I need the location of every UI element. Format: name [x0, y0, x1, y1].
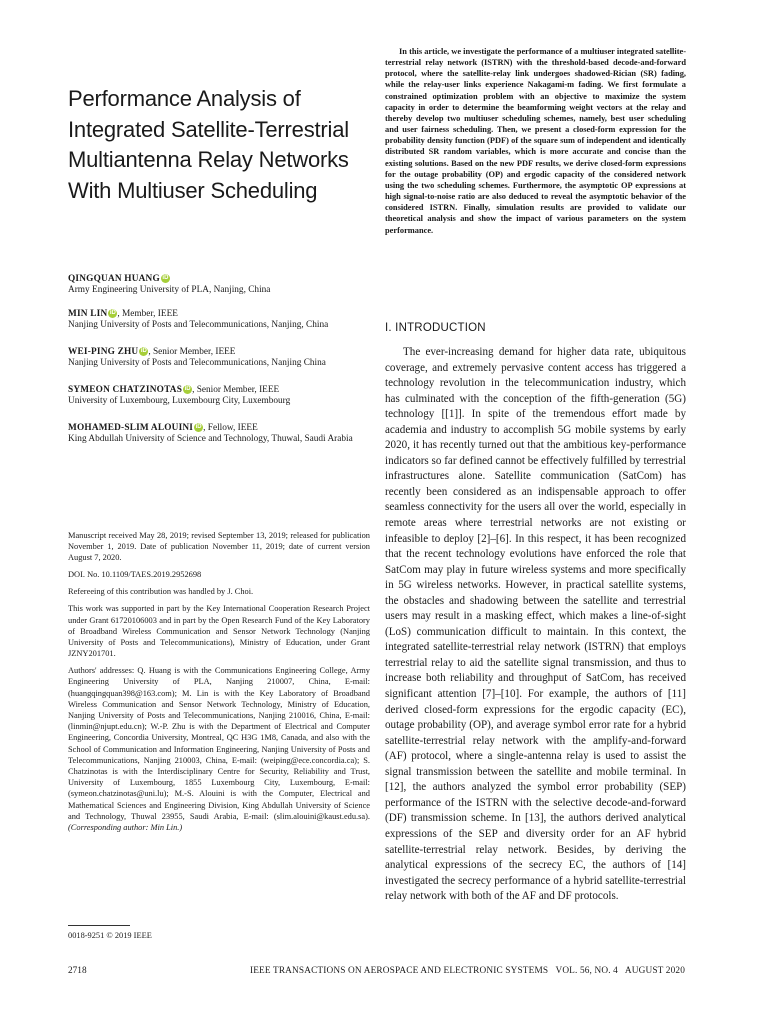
author-block [68, 347, 378, 370]
author-name: QINGQUAN HUANG [68, 274, 160, 284]
author-block [68, 309, 378, 332]
section-heading: I. INTRODUCTION [385, 322, 486, 334]
orcid-icon[interactable]: iD [184, 386, 191, 392]
author-block [68, 274, 378, 297]
funding-note: This work was supported in part by the Key International Cooperation Research Project under Grant 61720106003 and in part by the Open Research Fund of the Key Laboratory of Broadband Wireless Communication and Sensor Network Technology (Nanjing University of Posts and Telecommunications), Ministry of Education, under Grant JZNY201701. [68, 604, 370, 659]
addresses-note [68, 665, 370, 833]
manuscript-note: Manuscript received May 28, 2019; revised September 13, 2019; released for publication November 1, 2019. Date of publication November 11, 2019; date of current version August 7, 2020. [68, 531, 370, 563]
doi-note[interactable]: DOI. No. 10.1109/TAES.2019.2952698 [68, 570, 202, 580]
orcid-icon[interactable]: iD [140, 348, 147, 354]
author-name: WEI-PING ZHU [68, 347, 139, 357]
author-name: MIN LIN [68, 309, 108, 319]
corresponding-author: (Corresponding author: Min Lin.) [68, 823, 183, 833]
introduction-body: The ever-increasing demand for higher data rate, ubiquitous coverage, and extremely pervasive content access has triggered a technology revolution in the telecommunication industry, which has culminated with the conception of the fifth-generation (5G) technology [[1]]. In spite of the tremendous effort made by academia and industry to accomplish 5G mobile systems by early 2020, it has recently turned out that the ambitious key-performance indicators so far defined cannot be effectively fulfilled by terrestrial infrastructures alone. Satellite communication (SatCom) has recently been considered as an indispensable approach to offer seamless connectivity for the users all over the world, especially in remote areas where terrestrial networks are not existing or infeasible to deploy [2]–[6]. In this respect, it has been recognized that the recent technology evolutions have enforced the role that SatCom may play in future wireless systems and more specifically in 5G wireless networks. However, in practical satellite systems, the obstacles and shadowing between the satellite and terrestrial users may result in a masking effect, which makes a line-of-sight (LoS) communication difficult to maintain. In this context, the integrated satellite-terrestrial relay network (ISTRN) that employs terrestrial relay to aid the satellite signal transmission, and thus to increase both reliability and throughput of SatCom, has received significant attention [7]–[10]. For example, the authors of [11] derived closed-form expressions for the ergodic capacity (EC), outage probability (OP), and average symbol error rate for a hybrid satellite-terrestrial relay network with the amplify-and-forward (AF) protocol, where a single-antenna relay is used to assist the signal transmission between the satellite and mobile terminal. In [12], the authors analyzed the symbol error probability (SEP) performance of the ISTRN with the selective decode-and-forward (DF) transmission scheme. In [13], the authors derived analytical expressions of the SEP and diversity order for an AF hybrid satellite-terrestrial relay network. Besides, by deriving the analytical expressions of the secrecy EC, the authors of [14] investigated the secrecy performance of a hybrid satellite-terrestrial relay network with both of the AF and DF protocols. [385, 346, 686, 903]
author-grade: , Member, IEEE [117, 309, 178, 319]
author-affiliation: King Abdullah University of Science and Technology, Thuwal, Saudi Arabia [68, 434, 353, 445]
author-grade: , Fellow, IEEE [203, 423, 258, 433]
paper-title: Performance Analysis of Integrated Satellite-Terrestrial Multiantenna Relay Networks With Multiuser Scheduling [68, 86, 349, 203]
orcid-icon[interactable]: iD [109, 310, 116, 316]
author-affiliation: Nanjing University of Posts and Telecommunications, Nanjing, China [68, 320, 329, 331]
author-affiliation: Nanjing University of Posts and Telecommunications, Nanjing China [68, 358, 326, 369]
page-number: 2718 [68, 966, 87, 976]
addresses-text: Authors' addresses: Q. Huang is with the Communications Engineering College, Army Engineering University of PLA, Nanjing 210007, China, E-mail: (huangqingquan398@163.com); M. Lin is with the Key Laboratory of Broadband Wireless Communication and Sensor Network Technology, Ministry of Education, Nanjing University of Posts and Telecommunications, Nanjing 210016, China, E-mail: (linmin@njupt.edu.cn); W.-P. Zhu is with the Department of Electrical and Computer Engineering, Concordia University, Montreal, QC H3G 1M8, Canada, and also with the School of Communication and Information Engineering, Nanjing University of Posts and Telecommunications, Nanjing 210003, China, E-mail: (weiping@ece.concordia.ca); S. Chatzinotas is with the Interdisciplinary Centre for Security, Reliability and Trust, University of Luxembourg, 1855 Luxembourg City, Luxembourg, E-mail: (symeon.chatzinotas@uni.lu); M.-S. Alouini is with the Computer, Electrical and Mathematical Sciences and Engineering Division, King Abdullah University of Science and Technology, Thuwal 23955, Saudi Arabia, E-mail: (slim.alouini@kaust.edu.sa). [68, 666, 370, 821]
abstract: In this article, we investigate the performance of a multiuser integrated satellite-terrestrial relay network (ISTRN) with the threshold-based decode-and-forward protocol, where the satellite-relay link undergoes shadowed-Rician (SR) fading, while the relay-user links experience Nakagami-m fading. We first formulate a constrained optimization problem with an objective to maximize the system capacity in order to determine the beamforming weight vectors at the relay and thereby develop two multiuser scheduling schemes, namely, best user scheduling and user fairness scheduling. Then, we present a closed-form expression for the probability density function (PDF) of the square sum of independent and identically distributed SR random variables, which is more accurate and concise than the existing solutions. Based on the new PDF results, we derive closed-form expressions for the outage probability (OP) and ergodic capacity of the considered network using the two scheduling schemes. Furthermore, the asymptotic OP expressions at high signal-to-noise ratio are also deduced to reveal the asymptotic behavior of the considered ISTRN. Finally, simulation results are provided to validate our theoretical analysis and show the impact of various parameters on the system performance. [385, 47, 686, 235]
issn-copyright: 0018-9251 © 2019 IEEE [68, 931, 152, 940]
author-name: MOHAMED-SLIM ALOUINI [68, 423, 194, 433]
author-block [68, 385, 378, 408]
orcid-icon[interactable]: iD [162, 275, 169, 281]
orcid-icon[interactable]: iD [195, 424, 202, 430]
author-affiliation: Army Engineering University of PLA, Nanjing, China [68, 285, 271, 296]
footnotes [68, 530, 370, 839]
footnote-divider [68, 925, 130, 926]
author-grade: , Senior Member, IEEE [148, 347, 236, 357]
author-block [68, 423, 378, 446]
author-affiliation: University of Luxembourg, Luxembourg City, Luxembourg [68, 396, 291, 407]
author-grade: , Senior Member, IEEE [192, 385, 280, 395]
refereeing-note: Refereeing of this contribution was handled by J. Choi. [68, 587, 254, 597]
journal-running-footer: IEEE TRANSACTIONS ON AEROSPACE AND ELECTRONIC SYSTEMS VOL. 56, NO. 4 AUGUST 2020 [249, 966, 685, 976]
author-name: SYMEON CHATZINOTAS [68, 385, 183, 395]
